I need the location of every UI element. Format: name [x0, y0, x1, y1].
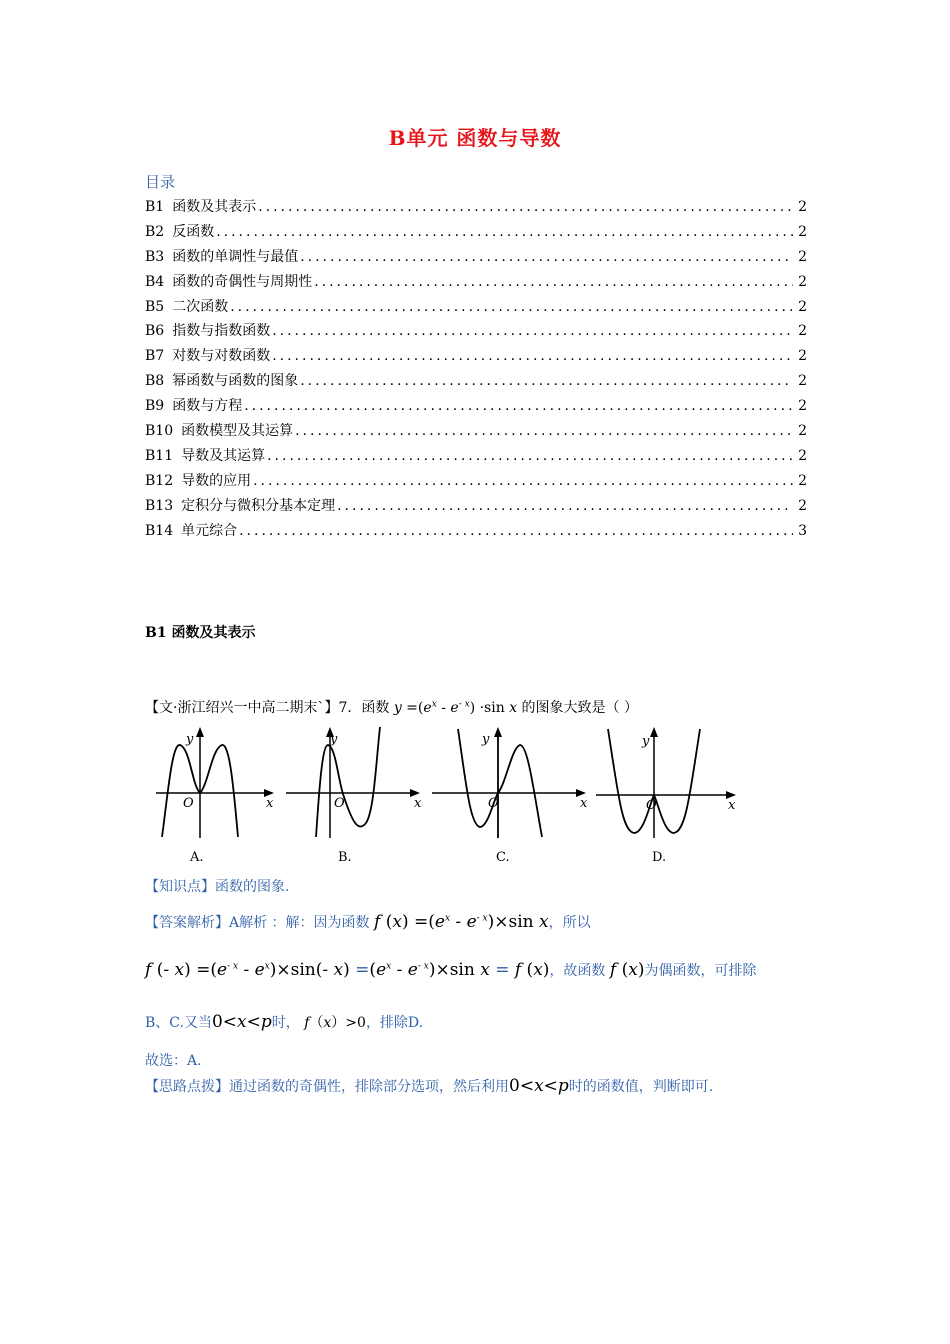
svg-text:y: y	[482, 732, 490, 747]
toc-item-label: 导数的应用	[181, 472, 252, 489]
toc-item-page: 2	[798, 298, 807, 315]
toc-leader-dots	[272, 348, 793, 364]
tip-tag: 【思路点拨】	[145, 1079, 229, 1095]
section-heading: B1 函数及其表示	[145, 625, 256, 641]
toc-item-code: B12	[145, 472, 174, 489]
toc-item-page: 2	[798, 447, 807, 464]
svg-text:O: O	[334, 796, 345, 811]
table-of-contents	[145, 196, 807, 544]
toc-item-code: B9	[145, 398, 165, 415]
toc-item-code: B8	[145, 373, 165, 390]
toc-item-page: 2	[798, 398, 807, 415]
toc-item-label: 指数与指数函数	[172, 323, 271, 340]
toc-item-code: B6	[145, 323, 165, 340]
svg-text:y: y	[186, 732, 194, 747]
knowledge-text: 函数的图象.	[215, 879, 290, 895]
tip-text: 通过函数的奇偶性，排除部分选项，然后利用	[229, 1079, 509, 1095]
question-suffix: 的图象大致是（ ）	[521, 700, 638, 716]
toc-item-label: 导数及其运算	[181, 447, 266, 464]
toc-item-code: B13	[145, 497, 174, 514]
toc-item-page: 2	[798, 373, 807, 390]
toc-item-code: B7	[145, 348, 165, 365]
toc-item-label: 对数与对数函数	[172, 348, 271, 365]
tip-range: 0<x<p	[509, 1076, 569, 1096]
toc-item[interactable]	[145, 420, 807, 445]
toc-item-label: 单元综合	[181, 522, 238, 539]
toc-item[interactable]	[145, 495, 807, 520]
analysis-derivation	[145, 960, 756, 980]
graph-a	[156, 727, 274, 863]
question-formula: $y =(e^x - e^{- x}) \cdot\sin$ x	[393, 699, 518, 716]
question-source: 【文·浙江绍兴一中高二期末`】7．函数	[145, 700, 390, 716]
toc-item[interactable]	[145, 395, 807, 420]
derivation-text: ，故函数	[549, 963, 606, 979]
toc-leader-dots	[253, 473, 793, 489]
svg-text:y: y	[642, 734, 650, 749]
toc-leader-dots	[272, 323, 793, 339]
toc-heading: 目录	[145, 173, 176, 191]
svg-text:x: x	[266, 796, 274, 811]
toc-item-page: 2	[798, 223, 807, 240]
toc-item-page: 2	[798, 323, 807, 340]
graph-d	[596, 727, 736, 863]
svg-text:x: x	[728, 798, 736, 813]
toc-item-label: 定积分与微积分基本定理	[181, 497, 336, 514]
toc-item[interactable]	[145, 296, 807, 321]
toc-leader-dots	[295, 423, 793, 439]
toc-item-page: 2	[798, 273, 807, 290]
toc-item[interactable]	[145, 221, 807, 246]
toc-item-page: 2	[798, 348, 807, 365]
svg-text:y: y	[330, 732, 338, 747]
option-b-label: B.	[338, 850, 352, 863]
option-a-label: A.	[190, 850, 204, 863]
toc-item-page: 2	[798, 497, 807, 514]
exclusion-condition: f（x）>0	[304, 1015, 366, 1031]
analysis-formula: f $(x) =(e^x - e^{- x})\times\sin$ x	[374, 912, 549, 932]
exclusion-text: B、C.又当	[145, 1015, 212, 1031]
toc-item-label: 函数及其表示	[172, 199, 257, 215]
toc-item-code: B1	[145, 199, 165, 215]
thinking-tip	[145, 1074, 807, 1099]
toc-item[interactable]	[145, 246, 807, 271]
analysis-exclusion	[145, 1012, 423, 1032]
toc-leader-dots	[216, 224, 793, 240]
toc-item-label: 函数与方程	[172, 398, 243, 415]
toc-item[interactable]	[145, 271, 807, 296]
knowledge-point	[145, 876, 289, 896]
svg-text:O: O	[646, 798, 657, 813]
tip-text-2: 时的函数值，判断即可.	[568, 1079, 714, 1095]
toc-leader-dots	[267, 448, 793, 464]
svg-text:x: x	[414, 796, 422, 811]
graph-c	[432, 727, 588, 863]
exclusion-text-2: 时，	[271, 1015, 300, 1031]
document-title: B单元 函数与导数	[388, 126, 562, 150]
analysis-tag: 【答案解析】	[145, 915, 229, 931]
toc-item[interactable]	[145, 520, 807, 545]
toc-item-page: 2	[798, 199, 807, 215]
toc-item-code: B14	[145, 522, 174, 539]
graph-b	[286, 727, 422, 863]
toc-item-label: 函数的奇偶性与周期性	[172, 273, 313, 290]
toc-leader-dots	[300, 373, 793, 389]
toc-item[interactable]	[145, 370, 807, 395]
toc-item-page: 2	[798, 248, 807, 265]
toc-item[interactable]	[145, 196, 807, 221]
exclusion-text-3: ，排除D.	[365, 1015, 424, 1031]
toc-item-page: 2	[798, 423, 807, 440]
toc-item-code: B2	[145, 223, 165, 240]
toc-item-label: 二次函数	[172, 298, 229, 315]
toc-leader-dots	[258, 199, 793, 215]
analysis-text-2: ，所以	[548, 915, 591, 931]
toc-item-label: 函数的单调性与最值	[172, 248, 299, 265]
toc-item-code: B10	[145, 423, 174, 440]
answer-analysis	[145, 912, 591, 932]
toc-item-code: B3	[145, 248, 165, 265]
option-c-label: C.	[496, 850, 510, 863]
toc-leader-dots	[300, 249, 793, 265]
svg-text:x: x	[580, 796, 588, 811]
exclusion-range: 0<x<p	[211, 1012, 272, 1032]
toc-leader-dots	[314, 274, 793, 290]
toc-item-code: B11	[145, 447, 174, 464]
toc-leader-dots	[337, 498, 793, 514]
option-graphs	[150, 723, 750, 863]
toc-item[interactable]	[145, 445, 807, 470]
derivation-formula: f (- $x) =(e^{- x} - e^x)\times\sin(-$ $x) =(e^x - e^{- x})\times\sin$ x = f (x)	[145, 960, 550, 980]
svg-text:O: O	[488, 796, 499, 811]
analysis-text: A解析 ：解：因为函数	[229, 915, 370, 931]
toc-item-page: 3	[798, 522, 807, 539]
toc-item-label: 幂函数与函数的图象	[172, 373, 299, 390]
toc-item[interactable]	[145, 320, 807, 345]
toc-item-label: 函数模型及其运算	[181, 423, 294, 440]
toc-leader-dots	[230, 299, 793, 315]
toc-leader-dots	[244, 398, 793, 414]
knowledge-tag: 【知识点】	[145, 879, 215, 895]
toc-item-page: 2	[798, 472, 807, 489]
toc-item-label: 反函数	[172, 223, 215, 240]
option-d-label: D.	[652, 850, 667, 863]
toc-leader-dots	[239, 523, 793, 539]
toc-item-code: B5	[145, 298, 165, 315]
toc-item[interactable]	[145, 470, 807, 495]
toc-item-code: B4	[145, 273, 165, 290]
question-text	[145, 697, 638, 717]
derivation-fx: f (x)	[609, 960, 645, 980]
derivation-text-2: 为偶函数，可排除	[644, 963, 757, 979]
choose-answer: 故选：A.	[145, 1053, 202, 1069]
svg-text:O: O	[183, 796, 194, 811]
toc-item[interactable]	[145, 345, 807, 370]
